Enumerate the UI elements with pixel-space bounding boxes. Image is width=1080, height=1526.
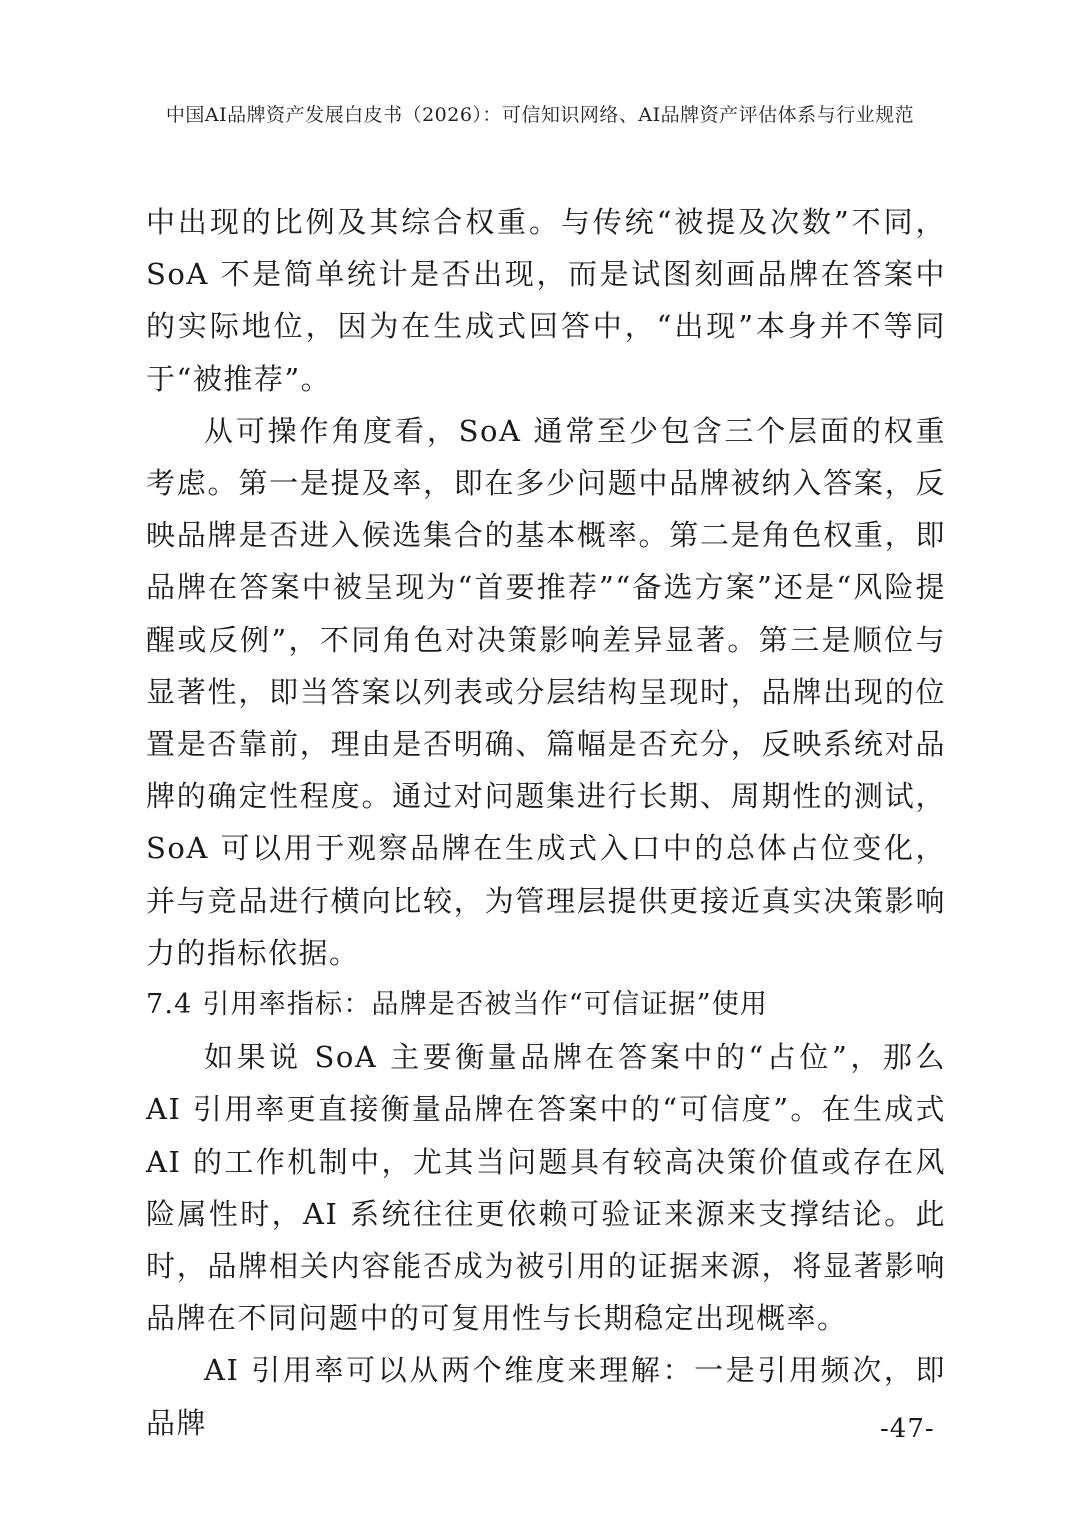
section-heading-7-4: 7.4 引用率指标：品牌是否被当作“可信证据”使用	[146, 989, 769, 1021]
page-number: -47-	[880, 1414, 935, 1444]
paragraph-citation-dimensions: AI 引用率可以从两个维度来理解：一是引用频次，即品牌	[146, 1353, 946, 1440]
paragraph-citation-rate: 如果说 SoA 主要衡量品牌在答案中的“占位”，那么 AI 引用率更直接衡量品牌在答案中的“可信度”。在生成式 AI 的工作机制中，尤其当问题具有较高决策价值或存在风险属性时，AI 系统往往更依赖可验证来源来支撑结论。此时，品牌相关内容能否成为被引用的证据来源，将显著影响品牌在不同问题中的可复用性与长期稳定出现概率。	[146, 1040, 946, 1336]
paragraph-soa-weights: 从可操作角度看，SoA 通常至少包含三个层面的权重考虑。第一是提及率，即在多少问题中品牌被纳入答案，反映品牌是否进入候选集合的基本概率。第二是角色权重，即品牌在答案中被呈现为“首要推荐”“备选方案”还是“风险提醒或反例”，不同角色对决策影响差异显著。第三是顺位与显著性，即当答案以列表或分层结构呈现时，品牌出现的位置是否靠前，理由是否明确、篇幅是否充分，反映系统对品牌的确定性程度。通过对问题集进行长期、周期性的测试，SoA 可以用于观察品牌在生成式入口中的总体占位变化，并与竞品进行横向比较，为管理层提供更接近真实决策影响力的指标依据。	[146, 413, 946, 970]
paragraph-soa-definition: 中出现的比例及其综合权重。与传统“被提及次数”不同，SoA 不是简单统计是否出现，而是试图刻画品牌在答案中的实际地位，因为在生成式回答中，“出现”本身并不等同于“被推荐”。	[146, 205, 946, 396]
running-header: 中国AI品牌资产发展白皮书（2026）：可信知识网络、AI品牌资产评估体系与行业规范	[165, 104, 915, 126]
body-text	[146, 196, 946, 1449]
